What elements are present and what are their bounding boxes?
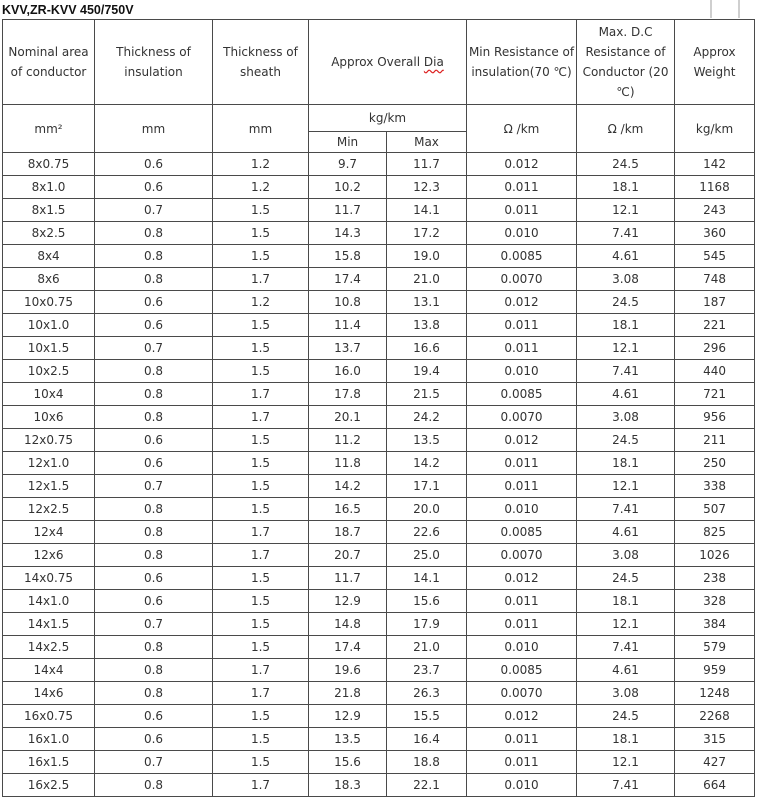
cell-weight: 1168 bbox=[675, 176, 755, 199]
table-row bbox=[3, 544, 755, 567]
table-row bbox=[3, 429, 755, 452]
cell-dia-max: 24.2 bbox=[387, 406, 467, 429]
cell-dia-min: 10.8 bbox=[309, 291, 387, 314]
cell-min-resistance: 0.010 bbox=[467, 636, 577, 659]
cell-area: 10x4 bbox=[3, 383, 95, 406]
cell-dia-max: 26.3 bbox=[387, 682, 467, 705]
cell-dia-max: 19.0 bbox=[387, 245, 467, 268]
cell-dia-min: 16.0 bbox=[309, 360, 387, 383]
cell-sheath: 1.5 bbox=[213, 245, 309, 268]
cell-sheath: 1.7 bbox=[213, 383, 309, 406]
cell-dia-min: 17.4 bbox=[309, 268, 387, 291]
cell-dia-max: 12.3 bbox=[387, 176, 467, 199]
cell-weight: 360 bbox=[675, 222, 755, 245]
cell-area: 12x1.5 bbox=[3, 475, 95, 498]
cell-max-dc: 18.1 bbox=[577, 590, 675, 613]
cell-insulation: 0.6 bbox=[95, 452, 213, 475]
cell-dia-min: 13.7 bbox=[309, 337, 387, 360]
cell-insulation: 0.8 bbox=[95, 774, 213, 797]
cell-sheath: 1.5 bbox=[213, 498, 309, 521]
table-row bbox=[3, 682, 755, 705]
cell-dia-max: 16.6 bbox=[387, 337, 467, 360]
cell-weight: 427 bbox=[675, 751, 755, 774]
cell-weight: 1026 bbox=[675, 544, 755, 567]
cell-min-resistance: 0.011 bbox=[467, 475, 577, 498]
cell-dia-min: 11.2 bbox=[309, 429, 387, 452]
cell-min-resistance: 0.010 bbox=[467, 360, 577, 383]
table-row bbox=[3, 291, 755, 314]
cell-min-resistance: 0.012 bbox=[467, 291, 577, 314]
cell-min-resistance: 0.0085 bbox=[467, 383, 577, 406]
cell-insulation: 0.7 bbox=[95, 199, 213, 222]
cell-min-resistance: 0.010 bbox=[467, 498, 577, 521]
cell-weight: 507 bbox=[675, 498, 755, 521]
header-sheath-thickness: Thickness of sheath bbox=[213, 20, 309, 105]
cell-dia-min: 13.5 bbox=[309, 728, 387, 751]
cell-weight: 2268 bbox=[675, 705, 755, 728]
cell-dia-max: 17.1 bbox=[387, 475, 467, 498]
cell-min-resistance: 0.0070 bbox=[467, 406, 577, 429]
cell-insulation: 0.6 bbox=[95, 567, 213, 590]
cell-insulation: 0.7 bbox=[95, 475, 213, 498]
cell-weight: 142 bbox=[675, 153, 755, 176]
cell-area: 12x2.5 bbox=[3, 498, 95, 521]
cell-max-dc: 4.61 bbox=[577, 245, 675, 268]
cell-min-resistance: 0.0085 bbox=[467, 659, 577, 682]
cell-max-dc: 24.5 bbox=[577, 705, 675, 728]
cell-dia-min: 12.9 bbox=[309, 590, 387, 613]
cell-dia-min: 14.8 bbox=[309, 613, 387, 636]
cell-sheath: 1.7 bbox=[213, 544, 309, 567]
cell-insulation: 0.6 bbox=[95, 291, 213, 314]
cell-area: 16x0.75 bbox=[3, 705, 95, 728]
table-row bbox=[3, 774, 755, 797]
cell-dia-min: 14.2 bbox=[309, 475, 387, 498]
cell-weight: 721 bbox=[675, 383, 755, 406]
cell-area: 14x1.5 bbox=[3, 613, 95, 636]
cell-min-resistance: 0.011 bbox=[467, 337, 577, 360]
cell-min-resistance: 0.011 bbox=[467, 452, 577, 475]
cell-dia-min: 15.6 bbox=[309, 751, 387, 774]
cell-dia-min: 20.7 bbox=[309, 544, 387, 567]
cell-dia-max: 22.6 bbox=[387, 521, 467, 544]
cell-dia-min: 21.8 bbox=[309, 682, 387, 705]
cell-max-dc: 7.41 bbox=[577, 360, 675, 383]
table-row bbox=[3, 222, 755, 245]
cell-max-dc: 12.1 bbox=[577, 337, 675, 360]
cell-area: 8x0.75 bbox=[3, 153, 95, 176]
cell-weight: 243 bbox=[675, 199, 755, 222]
cell-dia-max: 14.1 bbox=[387, 199, 467, 222]
cell-sheath: 1.2 bbox=[213, 153, 309, 176]
cell-dia-max: 19.4 bbox=[387, 360, 467, 383]
cell-area: 12x6 bbox=[3, 544, 95, 567]
cell-dia-min: 19.6 bbox=[309, 659, 387, 682]
cell-min-resistance: 0.0070 bbox=[467, 544, 577, 567]
cell-min-resistance: 0.012 bbox=[467, 153, 577, 176]
cell-insulation: 0.6 bbox=[95, 705, 213, 728]
header-nominal-area: Nominal area of conductor bbox=[3, 20, 95, 105]
cell-insulation: 0.8 bbox=[95, 360, 213, 383]
cell-insulation: 0.8 bbox=[95, 383, 213, 406]
cell-sheath: 1.5 bbox=[213, 567, 309, 590]
unit-nominal-area: mm² bbox=[3, 105, 95, 153]
scroll-divider bbox=[738, 0, 740, 18]
table-row bbox=[3, 590, 755, 613]
cell-area: 16x1.5 bbox=[3, 751, 95, 774]
table-row bbox=[3, 728, 755, 751]
table-row bbox=[3, 475, 755, 498]
cell-dia-max: 17.2 bbox=[387, 222, 467, 245]
cell-max-dc: 18.1 bbox=[577, 452, 675, 475]
cell-weight: 825 bbox=[675, 521, 755, 544]
table-row bbox=[3, 199, 755, 222]
cell-insulation: 0.6 bbox=[95, 429, 213, 452]
table-row bbox=[3, 176, 755, 199]
cell-min-resistance: 0.0085 bbox=[467, 521, 577, 544]
cell-dia-max: 18.8 bbox=[387, 751, 467, 774]
cell-weight: 384 bbox=[675, 613, 755, 636]
cell-sheath: 1.5 bbox=[213, 475, 309, 498]
cell-weight: 338 bbox=[675, 475, 755, 498]
cell-max-dc: 7.41 bbox=[577, 774, 675, 797]
cell-min-resistance: 0.011 bbox=[467, 728, 577, 751]
cell-min-resistance: 0.0070 bbox=[467, 268, 577, 291]
cell-insulation: 0.8 bbox=[95, 245, 213, 268]
header-insulation-thickness: Thickness of insulation bbox=[95, 20, 213, 105]
cell-dia-max: 21.0 bbox=[387, 268, 467, 291]
cell-sheath: 1.7 bbox=[213, 406, 309, 429]
cell-weight: 328 bbox=[675, 590, 755, 613]
cell-dia-max: 16.4 bbox=[387, 728, 467, 751]
cell-min-resistance: 0.0085 bbox=[467, 245, 577, 268]
table-row bbox=[3, 751, 755, 774]
cell-dia-max: 17.9 bbox=[387, 613, 467, 636]
cable-spec-table bbox=[2, 19, 755, 797]
cell-sheath: 1.5 bbox=[213, 728, 309, 751]
cell-weight: 187 bbox=[675, 291, 755, 314]
cell-max-dc: 4.61 bbox=[577, 521, 675, 544]
cell-dia-max: 21.5 bbox=[387, 383, 467, 406]
cell-dia-max: 14.2 bbox=[387, 452, 467, 475]
cell-dia-min: 17.4 bbox=[309, 636, 387, 659]
table-row bbox=[3, 406, 755, 429]
table-row bbox=[3, 268, 755, 291]
cell-max-dc: 3.08 bbox=[577, 682, 675, 705]
table-row bbox=[3, 337, 755, 360]
cell-dia-min: 12.9 bbox=[309, 705, 387, 728]
cell-area: 16x1.0 bbox=[3, 728, 95, 751]
cell-area: 12x4 bbox=[3, 521, 95, 544]
cell-weight: 579 bbox=[675, 636, 755, 659]
cell-max-dc: 12.1 bbox=[577, 613, 675, 636]
cell-min-resistance: 0.011 bbox=[467, 199, 577, 222]
cell-insulation: 0.8 bbox=[95, 498, 213, 521]
table-row bbox=[3, 613, 755, 636]
cell-max-dc: 24.5 bbox=[577, 291, 675, 314]
cell-max-dc: 18.1 bbox=[577, 314, 675, 337]
cell-insulation: 0.7 bbox=[95, 751, 213, 774]
table-row bbox=[3, 705, 755, 728]
cell-insulation: 0.6 bbox=[95, 314, 213, 337]
cell-insulation: 0.8 bbox=[95, 659, 213, 682]
cell-area: 10x0.75 bbox=[3, 291, 95, 314]
cell-max-dc: 7.41 bbox=[577, 636, 675, 659]
cell-weight: 545 bbox=[675, 245, 755, 268]
cell-dia-max: 13.1 bbox=[387, 291, 467, 314]
cell-sheath: 1.5 bbox=[213, 360, 309, 383]
cell-max-dc: 7.41 bbox=[577, 498, 675, 521]
cell-min-resistance: 0.012 bbox=[467, 567, 577, 590]
cell-min-resistance: 0.011 bbox=[467, 590, 577, 613]
cell-weight: 211 bbox=[675, 429, 755, 452]
cell-dia-max: 13.8 bbox=[387, 314, 467, 337]
cell-dia-max: 20.0 bbox=[387, 498, 467, 521]
cell-weight: 748 bbox=[675, 268, 755, 291]
cell-min-resistance: 0.012 bbox=[467, 429, 577, 452]
cell-area: 10x6 bbox=[3, 406, 95, 429]
cell-dia-min: 14.3 bbox=[309, 222, 387, 245]
cell-insulation: 0.8 bbox=[95, 544, 213, 567]
subheader-min: Min bbox=[309, 132, 387, 153]
table-row bbox=[3, 452, 755, 475]
cell-weight: 315 bbox=[675, 728, 755, 751]
unit-insulation: mm bbox=[95, 105, 213, 153]
cell-dia-min: 11.7 bbox=[309, 199, 387, 222]
cell-dia-max: 23.7 bbox=[387, 659, 467, 682]
cell-dia-min: 11.7 bbox=[309, 567, 387, 590]
cell-insulation: 0.8 bbox=[95, 682, 213, 705]
cell-weight: 296 bbox=[675, 337, 755, 360]
unit-weight: kg/km bbox=[675, 105, 755, 153]
cell-sheath: 1.5 bbox=[213, 613, 309, 636]
cell-dia-min: 15.8 bbox=[309, 245, 387, 268]
header-overall-dia: Approx Overall Dia bbox=[309, 20, 467, 105]
unit-sheath: mm bbox=[213, 105, 309, 153]
table-row bbox=[3, 659, 755, 682]
cell-insulation: 0.8 bbox=[95, 521, 213, 544]
table-row bbox=[3, 383, 755, 406]
cell-sheath: 1.7 bbox=[213, 659, 309, 682]
cell-min-resistance: 0.0070 bbox=[467, 682, 577, 705]
cell-area: 10x1.0 bbox=[3, 314, 95, 337]
cell-weight: 959 bbox=[675, 659, 755, 682]
cell-sheath: 1.5 bbox=[213, 751, 309, 774]
cell-sheath: 1.2 bbox=[213, 176, 309, 199]
cell-sheath: 1.5 bbox=[213, 590, 309, 613]
cell-area: 14x0.75 bbox=[3, 567, 95, 590]
cell-insulation: 0.6 bbox=[95, 153, 213, 176]
cell-dia-max: 22.1 bbox=[387, 774, 467, 797]
cell-max-dc: 7.41 bbox=[577, 222, 675, 245]
cell-weight: 221 bbox=[675, 314, 755, 337]
cell-sheath: 1.5 bbox=[213, 337, 309, 360]
unit-min-resistance: Ω /km bbox=[467, 105, 577, 153]
cell-area: 12x0.75 bbox=[3, 429, 95, 452]
cell-insulation: 0.6 bbox=[95, 590, 213, 613]
cell-dia-max: 25.0 bbox=[387, 544, 467, 567]
cell-dia-max: 21.0 bbox=[387, 636, 467, 659]
cell-area: 8x2.5 bbox=[3, 222, 95, 245]
cell-dia-min: 9.7 bbox=[309, 153, 387, 176]
cell-weight: 250 bbox=[675, 452, 755, 475]
cell-insulation: 0.6 bbox=[95, 728, 213, 751]
cell-area: 14x6 bbox=[3, 682, 95, 705]
cell-insulation: 0.8 bbox=[95, 222, 213, 245]
cell-max-dc: 3.08 bbox=[577, 544, 675, 567]
cell-sheath: 1.5 bbox=[213, 429, 309, 452]
cell-sheath: 1.5 bbox=[213, 314, 309, 337]
cell-max-dc: 18.1 bbox=[577, 176, 675, 199]
cell-sheath: 1.7 bbox=[213, 682, 309, 705]
cell-area: 8x6 bbox=[3, 268, 95, 291]
cell-area: 10x1.5 bbox=[3, 337, 95, 360]
cell-dia-min: 20.1 bbox=[309, 406, 387, 429]
header-min-resistance: Min Resistance of insulation(70 ℃) bbox=[467, 20, 577, 105]
cell-max-dc: 12.1 bbox=[577, 475, 675, 498]
table-row bbox=[3, 567, 755, 590]
cell-max-dc: 24.5 bbox=[577, 153, 675, 176]
cell-area: 10x2.5 bbox=[3, 360, 95, 383]
cell-area: 14x4 bbox=[3, 659, 95, 682]
cell-area: 12x1.0 bbox=[3, 452, 95, 475]
cell-max-dc: 4.61 bbox=[577, 383, 675, 406]
cell-max-dc: 3.08 bbox=[577, 406, 675, 429]
cell-weight: 664 bbox=[675, 774, 755, 797]
cell-dia-min: 11.8 bbox=[309, 452, 387, 475]
cell-max-dc: 24.5 bbox=[577, 567, 675, 590]
cell-sheath: 1.5 bbox=[213, 452, 309, 475]
page-title: KVV,ZR-KVV 450/750V bbox=[2, 3, 134, 17]
cell-insulation: 0.8 bbox=[95, 636, 213, 659]
table-row bbox=[3, 360, 755, 383]
cell-sheath: 1.7 bbox=[213, 774, 309, 797]
header-max-dc-resistance: Max. D.C Resistance of Conductor (20 ℃) bbox=[577, 20, 675, 105]
table-row bbox=[3, 314, 755, 337]
cell-area: 14x1.0 bbox=[3, 590, 95, 613]
cell-min-resistance: 0.012 bbox=[467, 705, 577, 728]
cell-insulation: 0.8 bbox=[95, 406, 213, 429]
cell-insulation: 0.6 bbox=[95, 176, 213, 199]
table-row bbox=[3, 521, 755, 544]
cell-dia-max: 13.5 bbox=[387, 429, 467, 452]
cell-sheath: 1.5 bbox=[213, 636, 309, 659]
cell-sheath: 1.5 bbox=[213, 705, 309, 728]
cell-max-dc: 24.5 bbox=[577, 429, 675, 452]
cell-max-dc: 12.1 bbox=[577, 199, 675, 222]
header-weight: Approx Weight bbox=[675, 20, 755, 105]
unit-overall-dia: kg/km bbox=[309, 105, 467, 132]
cell-max-dc: 18.1 bbox=[577, 728, 675, 751]
cell-area: 8x1.5 bbox=[3, 199, 95, 222]
cell-max-dc: 4.61 bbox=[577, 659, 675, 682]
cell-insulation: 0.7 bbox=[95, 337, 213, 360]
cell-sheath: 1.7 bbox=[213, 268, 309, 291]
cell-sheath: 1.5 bbox=[213, 222, 309, 245]
cell-dia-max: 15.5 bbox=[387, 705, 467, 728]
cell-area: 14x2.5 bbox=[3, 636, 95, 659]
cell-insulation: 0.8 bbox=[95, 268, 213, 291]
cell-area: 16x2.5 bbox=[3, 774, 95, 797]
cell-weight: 440 bbox=[675, 360, 755, 383]
subheader-max: Max bbox=[387, 132, 467, 153]
cell-area: 8x4 bbox=[3, 245, 95, 268]
cell-dia-min: 10.2 bbox=[309, 176, 387, 199]
cell-dia-max: 15.6 bbox=[387, 590, 467, 613]
unit-max-dc: Ω /km bbox=[577, 105, 675, 153]
cell-dia-min: 18.3 bbox=[309, 774, 387, 797]
cell-sheath: 1.2 bbox=[213, 291, 309, 314]
cell-dia-min: 11.4 bbox=[309, 314, 387, 337]
cell-insulation: 0.7 bbox=[95, 613, 213, 636]
cell-max-dc: 3.08 bbox=[577, 268, 675, 291]
cell-min-resistance: 0.011 bbox=[467, 314, 577, 337]
cell-dia-min: 16.5 bbox=[309, 498, 387, 521]
cell-area: 8x1.0 bbox=[3, 176, 95, 199]
cell-dia-min: 17.8 bbox=[309, 383, 387, 406]
cell-weight: 1248 bbox=[675, 682, 755, 705]
cell-weight: 956 bbox=[675, 406, 755, 429]
cell-sheath: 1.5 bbox=[213, 199, 309, 222]
table-row bbox=[3, 636, 755, 659]
cell-dia-min: 18.7 bbox=[309, 521, 387, 544]
table-row bbox=[3, 245, 755, 268]
cell-sheath: 1.7 bbox=[213, 521, 309, 544]
cell-min-resistance: 0.011 bbox=[467, 751, 577, 774]
cell-min-resistance: 0.010 bbox=[467, 774, 577, 797]
cell-min-resistance: 0.011 bbox=[467, 613, 577, 636]
table-row bbox=[3, 153, 755, 176]
cell-max-dc: 12.1 bbox=[577, 751, 675, 774]
cell-dia-max: 11.7 bbox=[387, 153, 467, 176]
cell-min-resistance: 0.010 bbox=[467, 222, 577, 245]
cell-dia-max: 14.1 bbox=[387, 567, 467, 590]
cell-min-resistance: 0.011 bbox=[467, 176, 577, 199]
cell-weight: 238 bbox=[675, 567, 755, 590]
scroll-divider bbox=[710, 0, 712, 18]
table-row bbox=[3, 498, 755, 521]
